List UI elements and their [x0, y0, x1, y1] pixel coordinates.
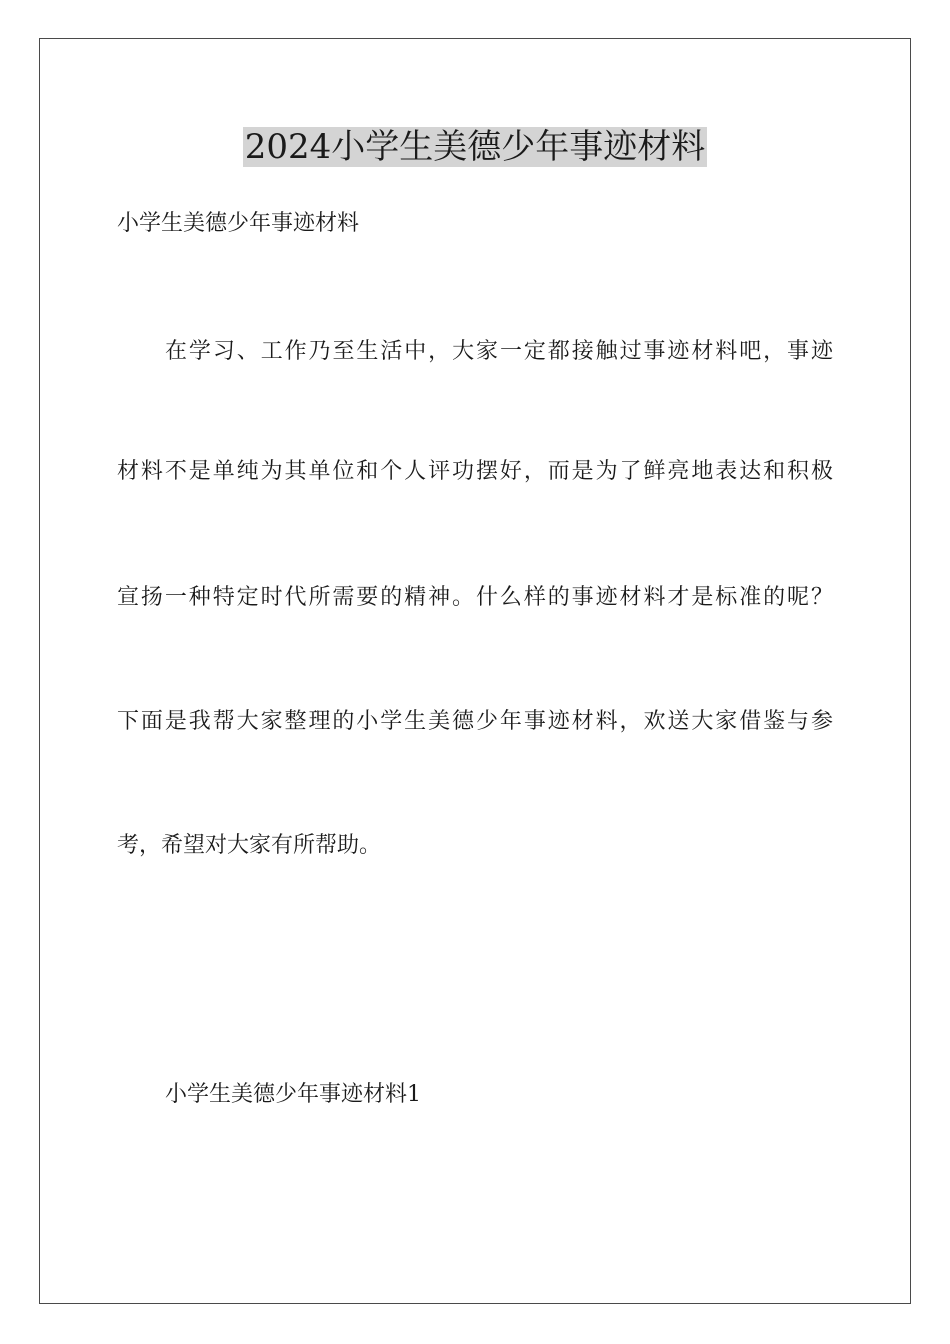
paragraph-line-5: 考，希望对大家有所帮助。 [117, 833, 382, 858]
document-subtitle: 小学生美德少年事迹材料 [117, 211, 360, 236]
paragraph-line-2: 材料不是单纯为其单位和个人评功摆好，而是为了鲜亮地表达和积极 [117, 459, 833, 484]
paragraph-line-4: 下面是我帮大家整理的小学生美德少年事迹材料，欢送大家借鉴与参 [117, 709, 833, 734]
section-heading: 小学生美德少年事迹材料1 [165, 1082, 421, 1107]
document-title-text: 2024小学生美德少年事迹材料 [244, 127, 706, 167]
document-title [0, 124, 950, 170]
paragraph-line-1: 在学习、工作乃至生活中，大家一定都接触过事迹材料吧，事迹 [165, 339, 833, 364]
paragraph-line-3: 宣扬一种特定时代所需要的精神。什么样的事迹材料才是标准的呢？ [117, 585, 833, 610]
